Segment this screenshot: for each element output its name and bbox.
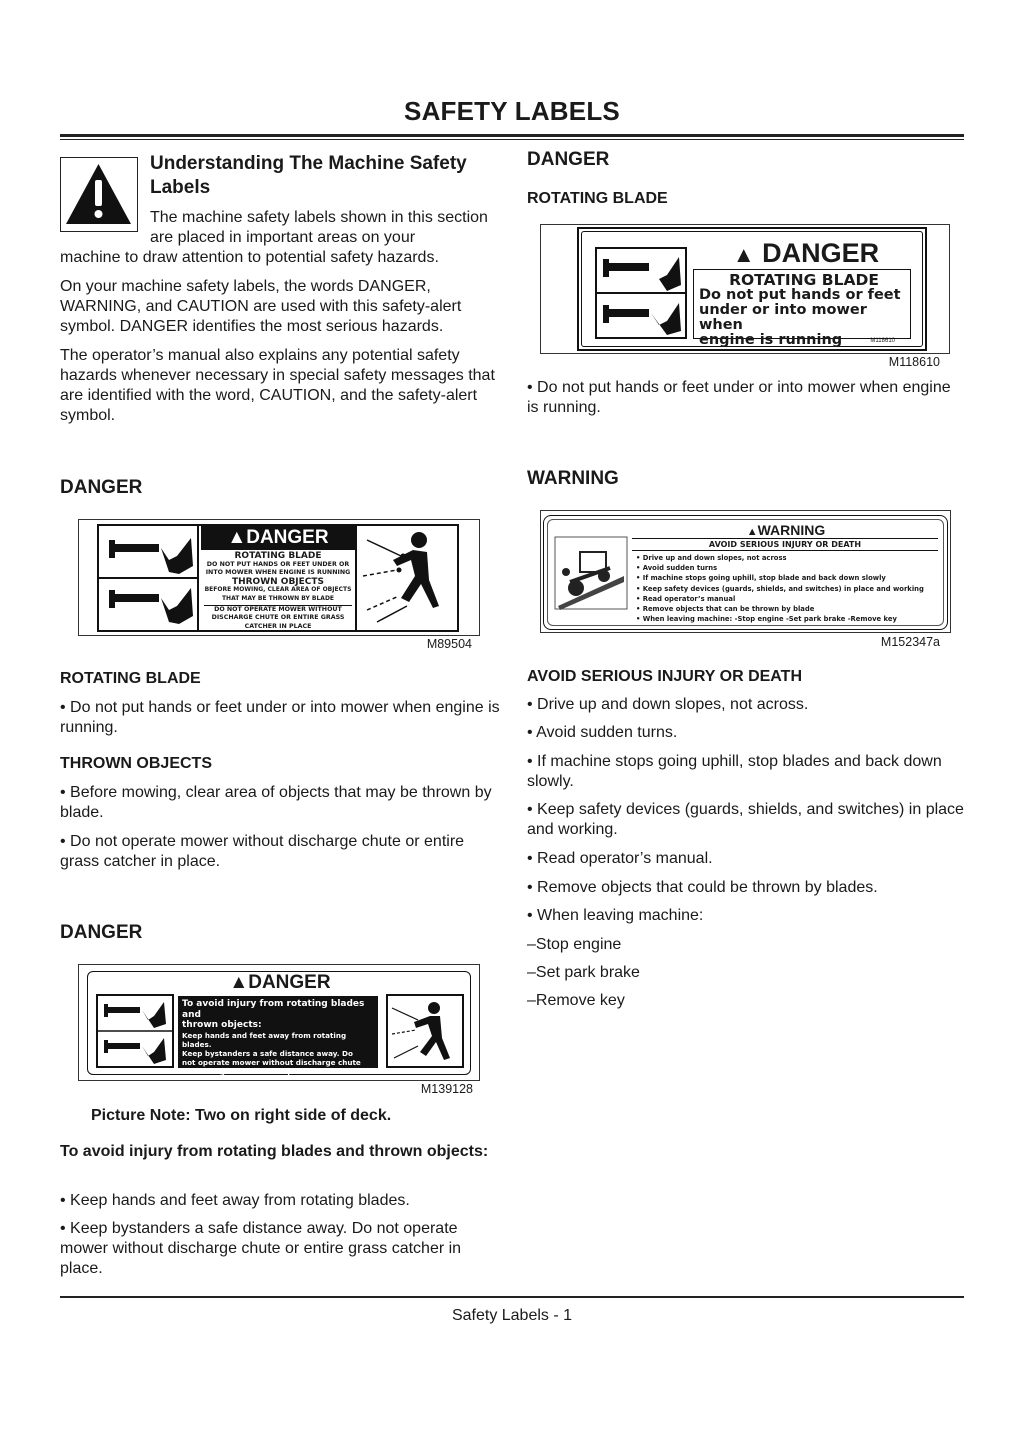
label-alert-icon: ▲: [229, 972, 249, 993]
page-title: SAFETY LABELS: [404, 96, 620, 126]
label-text-line: ROTATING BLADE: [729, 271, 879, 289]
label-text-line: engine is running: [699, 332, 843, 348]
header-rule: [60, 134, 964, 137]
left-danger1-heading: DANGER: [60, 477, 143, 498]
left-danger1-subheading-1: ROTATING BLADE: [60, 670, 201, 687]
label-code: M152347a: [880, 635, 940, 649]
label-text-line: • When leaving machine: -Stop engine -Set park brake -Remove key: [636, 615, 897, 624]
intro-paragraph-1b: machine to draw attention to potential safety hazards.: [60, 249, 439, 266]
label-text-line: Keep hands and feet away from rotating blades.: [182, 1030, 347, 1049]
thrown-objects-icon: [357, 526, 457, 630]
rollover-hazard-icon: [554, 536, 628, 610]
right-warning-bullet: • Remove objects that could be thrown by blades.: [527, 879, 878, 896]
right-warning-bullet: • Avoid sudden turns.: [527, 724, 678, 741]
label-text-line: THAT MAY BE THROWN BY BLADE: [204, 595, 352, 606]
label-text-line: • Remove objects that can be thrown by blade: [636, 605, 815, 614]
label-text-line: • If machine stops going uphill, stop blade and back down slowly: [636, 574, 886, 583]
label-text-line: not operate mower without discharge chute: [182, 1057, 361, 1067]
label-warning-subheader: AVOID SERIOUS INJURY OR DEATH: [708, 540, 862, 549]
label-image-m89504: [78, 519, 480, 636]
right-warning-bullet: • When leaving machine:: [527, 907, 704, 924]
warning-triangle-icon: [61, 158, 136, 230]
right-warning-bullet: • Read operator’s manual.: [527, 850, 713, 867]
label-text-line: • Avoid sudden turns: [636, 564, 718, 573]
label-text-line: thrown objects:: [182, 1020, 262, 1030]
left-danger1-bullet-3: • Do not operate mower without discharge chute or entire grass catcher in place.: [60, 833, 465, 870]
label-text-line: Keep bystanders a safe distance away. Do: [182, 1048, 353, 1058]
page-footer: Safety Labels - 1: [451, 1307, 573, 1324]
intro-paragraph-1a: The machine safety labels shown in this section are placed in important areas on your: [150, 209, 488, 246]
right-warning-step: –Remove key: [527, 992, 625, 1009]
right-danger-subheading: ROTATING BLADE: [527, 190, 668, 207]
label-danger-header: ▲DANGER: [229, 972, 331, 993]
label-code: M89504: [426, 637, 472, 651]
label-text-line: BEFORE MOWING, CLEAR AREA OF OBJECTS: [204, 586, 352, 594]
left-danger2-heading: DANGER: [60, 922, 143, 943]
label-small-code: M118610: [870, 338, 895, 344]
rotating-blade-icon: [595, 247, 687, 339]
label-text-line: INTO MOWER WHEN ENGINE IS RUNNING: [205, 569, 351, 577]
right-danger-heading: DANGER: [527, 149, 610, 170]
thrown-objects-icon: [386, 994, 464, 1068]
rotating-blade-icon: [96, 994, 174, 1068]
right-warning-bullet: • Drive up and down slopes, not across.: [527, 696, 809, 713]
label-image-m118610: [540, 224, 950, 354]
right-warning-bullet: • If machine stops going uphill, stop blades and back down slowly.: [527, 753, 942, 790]
label-code: M139128: [420, 1082, 473, 1096]
safety-alert-symbol: [60, 157, 138, 232]
right-danger-bullet-1: • Do not put hands or feet under or into mower when engine is running.: [527, 379, 951, 416]
label-text-line: THROWN OBJECTS: [231, 576, 325, 587]
label-text-line: Do not put hands or feet: [699, 287, 901, 303]
label-text-line: • Read operator’s manual: [636, 594, 736, 603]
label-text-line: DO NOT PUT HANDS OR FEET UNDER OR: [206, 560, 350, 568]
rotating-blade-icon: [99, 526, 199, 630]
left-danger2-bullet-1: • Keep hands and feet away from rotating blades.: [60, 1192, 410, 1209]
intro-paragraph-3: The operator’s manual also explains any potential safety hazards whenever necessary in special safety messages that are identified with the word, CAUTION, and the safety-alert symbol.: [60, 347, 495, 424]
left-danger1-bullet-2: • Before mowing, clear area of objects that may be thrown by blade.: [60, 784, 492, 821]
right-warning-bullet: • Keep safety devices (guards, shields, and switches) in place and working.: [527, 801, 964, 838]
label-text-line: • Keep safety devices (guards, shields, and switches) in place and working: [636, 584, 924, 593]
picture-note: Picture Note: Two on right side of deck.: [91, 1107, 392, 1124]
label-danger-header: ▲DANGER: [201, 526, 355, 550]
label-image-m152347a: [540, 510, 951, 633]
label-text-panel: [178, 996, 378, 1076]
left-danger1-bullet-1: • Do not put hands or feet under or into mower when engine is running.: [60, 699, 500, 736]
label-text-line: DISCHARGE CHUTE OR ENTIRE GRASS: [211, 614, 345, 622]
label-image-m139128: [78, 964, 480, 1081]
left-danger2-subheading: To avoid injury from rotating blades and thrown objects:: [60, 1143, 489, 1160]
right-warning-step: –Stop engine: [527, 936, 622, 953]
intro-paragraph-2: On your machine safety labels, the words DANGER, WARNING, and CAUTION are used with this safety-alert symbol. DANGER identifies the most serious hazards.: [60, 278, 462, 335]
header-rule-thin: [60, 139, 964, 140]
label-text-line: ROTATING BLADE: [234, 551, 322, 561]
label-alert-icon: ▲: [746, 526, 758, 538]
left-danger1-subheading-2: THROWN OBJECTS: [60, 755, 212, 772]
label-danger-header: ▲ DANGER: [732, 238, 880, 268]
label-text-line: DO NOT OPERATE MOWER WITHOUT: [214, 605, 342, 613]
label-text-line: or entire grass catcher in place.: [182, 1066, 312, 1076]
footer-rule: [60, 1296, 964, 1298]
right-warning-heading: WARNING: [527, 468, 619, 489]
label-text-line: CATCHER IN PLACE: [244, 622, 312, 630]
label-alert-icon: ▲: [732, 242, 755, 267]
label-text-line: under or into mower when: [699, 302, 867, 333]
label-text-line: To avoid injury from rotating blades and: [182, 999, 365, 1020]
label-code: M118610: [888, 355, 940, 369]
label-text-line: • Drive up and down slopes, not across: [636, 554, 787, 562]
intro-title: Understanding The Machine Safety Labels: [150, 153, 467, 198]
label-warning-header: ▲WARNING: [746, 522, 826, 538]
label-alert-icon: ▲: [227, 527, 247, 548]
right-warning-subheading: AVOID SERIOUS INJURY OR DEATH: [527, 668, 802, 685]
left-danger2-bullet-2: • Keep bystanders a safe distance away. Do not operate mower without discharge chute or entire grass catcher in place.: [60, 1220, 462, 1277]
right-warning-step: –Set park brake: [527, 964, 640, 981]
